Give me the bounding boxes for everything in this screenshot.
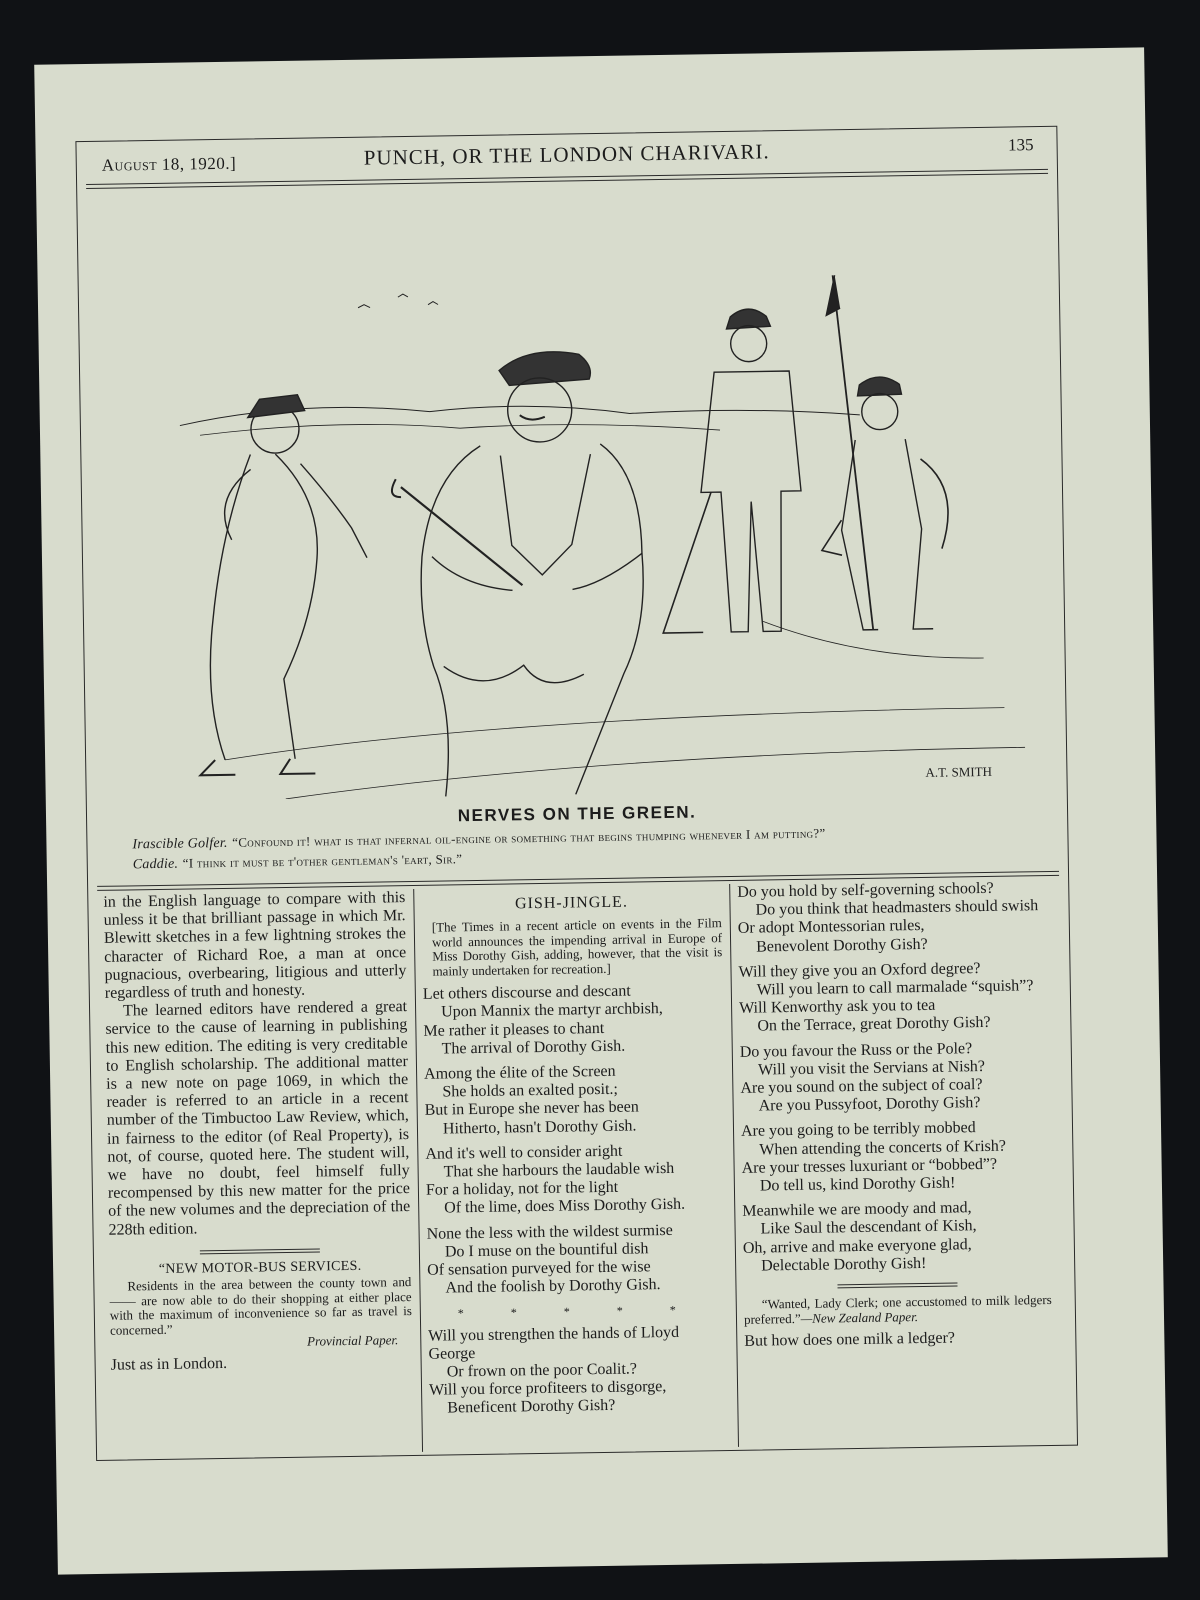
golf-cartoon-illustration	[96, 187, 1045, 802]
column-left	[103, 889, 413, 1374]
poem-line: Me rather it pleases to chant	[423, 1019, 605, 1040]
review-paragraph: The learned editors have rendered a great service to the cause of learning in publishing this new edition. The editing is very creditable to English scholarship. The additional matter is a new note on page 1069, in which the reader is referred to an article in a recent number of the Timbuctoo Law Review, which, in fairness to the editor (of Real Property), is not, of course, quoted here. The student will, we have no doubt, feel himself fully recompensed by this new matter for the price of the new volumes and the depreciation of the 228th edition.	[105, 998, 411, 1239]
poem-line: Do you think that headmasters should swish	[755, 897, 1039, 919]
golfer-speaker: Irascible Golfer.	[132, 835, 228, 853]
page-number: 135	[1007, 135, 1034, 155]
caddie-line: “I think it must be t'other gentleman's 'eart, Sir.”	[182, 851, 463, 871]
poem-line: Are your tresses luxuriant or “bobbed”?	[741, 1155, 998, 1177]
poem-stanza	[742, 1198, 1051, 1276]
caddie-speaker: Caddie.	[132, 856, 179, 873]
clipping-source: Provincial Paper.	[306, 1332, 399, 1349]
poem-line: For a holiday, not for the light	[425, 1179, 619, 1200]
poem-line: Will you visit the Servians at Nish?	[757, 1057, 986, 1079]
poem-stanza	[426, 1221, 727, 1299]
magazine-title: PUNCH, OR THE LONDON CHARIVARI.	[363, 139, 770, 170]
poem-line: Among the élite of the Screen	[423, 1062, 616, 1083]
poem-line: Or adopt Montessorian rules,	[737, 917, 925, 938]
poem-line: Will they give you an Oxford degree?	[738, 959, 981, 981]
clipping-source: —New Zealand Paper.	[800, 1308, 919, 1326]
clipping-comment: Just as in London.	[110, 1354, 228, 1374]
clipping-title: “NEW MOTOR-BUS SERVICES.	[158, 1258, 362, 1277]
poem-intro: [The Times in a recent article on events in the Film world announces the impending arrival in Europe of Miss Dorothy Gish, adding, however, that the visit is mainly undertaken for recreation.]	[431, 915, 723, 979]
poem-line: Beneficent Dorothy Gish?	[447, 1397, 616, 1417]
poem-line: But in Europe she never has been	[424, 1098, 639, 1120]
poem-line: Of the lime, does Miss Dorothy Gish.	[444, 1196, 686, 1217]
poem-line: And it's well to consider aright	[425, 1142, 623, 1163]
poem-line: Do I muse on the bountiful dish	[444, 1240, 649, 1261]
poem-line: Delectable Dorothy Gish!	[761, 1254, 927, 1275]
poem-line: When attending the concerts of Krish?	[759, 1137, 1007, 1159]
magazine-page	[34, 47, 1168, 1574]
poem-line: Oh, arrive and make everyone glad,	[742, 1235, 972, 1257]
poem-line: Do tell us, kind Dorothy Gish!	[759, 1174, 956, 1195]
poem-line: Do you favour the Russ or the Pole?	[739, 1039, 973, 1061]
poem-line: Of sensation purveyed for the wise	[427, 1258, 651, 1279]
issue-date: August 18, 1920.]	[101, 153, 237, 175]
poem-stanza	[428, 1323, 729, 1419]
poem-stanza	[741, 1118, 1050, 1196]
poem-stanza	[740, 1039, 1049, 1117]
cartoon-title: NERVES ON THE GREEN.	[457, 802, 697, 826]
poem-stanza	[423, 981, 724, 1059]
poem-line: Will you learn to call marmalade “squish”?	[756, 977, 1034, 999]
poem-line: She holds an exalted posit.;	[442, 1080, 619, 1101]
clipping-comment: But how does one milk a ledger?	[744, 1329, 956, 1350]
column-middle	[421, 884, 729, 1425]
poem-line: On the Terrace, great Dorothy Gish?	[757, 1014, 991, 1035]
poem-line: Hitherto, hasn't Dorothy Gish.	[442, 1117, 637, 1138]
poem-line: Like Saul the descendant of Kish,	[760, 1217, 977, 1238]
column-right	[737, 879, 1052, 1351]
review-paragraph: in the English language to compare with this unless it be that brilliant passage in which Mr. Blewitt sketches in a few lightning strokes the character of Richard Roe, a man at once pugnacious, overbearing, litigious and utterly regardless of truth and honesty.	[103, 889, 407, 1002]
poem-line: Will you strengthen the hands of Lloyd George	[428, 1323, 680, 1363]
poem-line: That she harbours the laudable wish	[443, 1159, 675, 1181]
poem-line: Will Kenworthy ask you to tea	[738, 996, 936, 1018]
golfer-line: “Confound it! what is that infernal oil-engine or something that begins thumping whenever I am putting?”	[232, 825, 826, 850]
poem-line: Upon Mannix the martyr archbish,	[441, 1000, 663, 1021]
section-rule	[837, 1283, 957, 1289]
clipping-quote: “Wanted, Lady Clerk; one accustomed to milk ledgers preferred.”	[743, 1292, 1052, 1327]
poem-line: None the less with the wildest surmise	[426, 1221, 673, 1243]
poem-stanza	[424, 1061, 725, 1139]
poem-stanza	[425, 1141, 726, 1219]
poem-line: Meanwhile we are moody and mad,	[742, 1199, 972, 1221]
clipping-text	[744, 1293, 1052, 1327]
poem-line: Or frown on the poor Coalit.?	[446, 1360, 638, 1381]
poem-line: Are you Pussyfoot, Dorothy Gish?	[758, 1094, 981, 1115]
poem-line: Let others discourse and descant	[422, 982, 631, 1004]
poem-line: Are you going to be terribly mobbed	[740, 1119, 976, 1141]
section-break-stars: * * * * *	[457, 1302, 698, 1321]
section-rule	[200, 1248, 320, 1254]
poem-line: Will you force profiteers to disgorge,	[428, 1378, 667, 1400]
poem-line: The arrival of Dorothy Gish.	[441, 1037, 626, 1058]
poem-line: Benevolent Dorothy Gish?	[756, 935, 928, 956]
artist-signature: A.T. SMITH	[925, 763, 993, 780]
poem-line: And the foolish by Dorothy Gish.	[445, 1276, 661, 1297]
poem-line: Do you hold by self-governing schools?	[737, 879, 994, 901]
poem-stanza	[737, 879, 1046, 957]
clipping-text: Residents in the area between the county town and —— are now able to do their shopping at either place with the maximum of inconvenience so far as travel is concerned.”	[109, 1274, 412, 1338]
poem-line: Are you sound on the subject of coal?	[740, 1076, 983, 1097]
poem-title: GISH-JINGLE.	[514, 893, 629, 913]
poem-stanza	[738, 959, 1047, 1037]
